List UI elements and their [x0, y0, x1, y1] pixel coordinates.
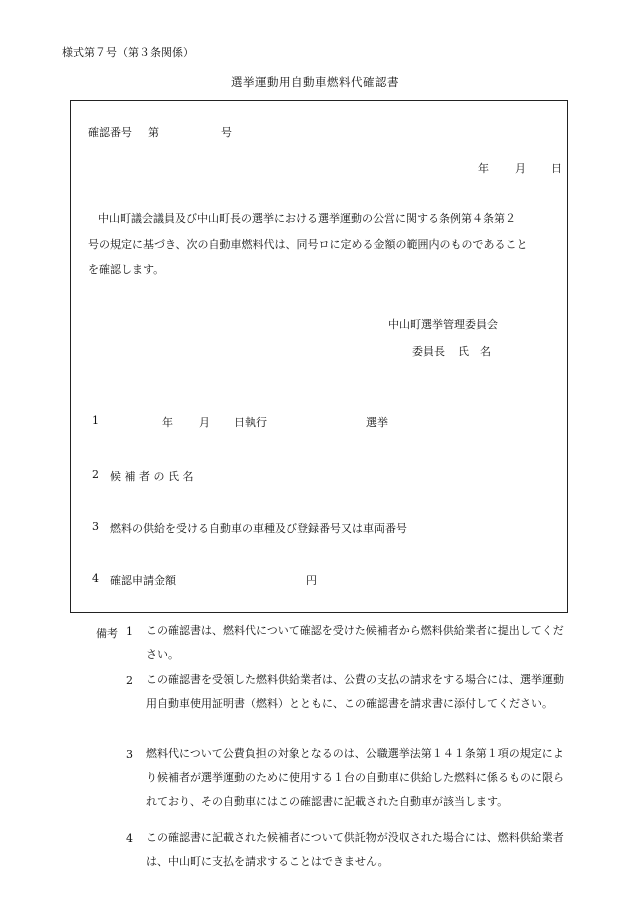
date-year: 年 — [478, 162, 489, 175]
item-1-month: 月 — [199, 416, 210, 429]
remarks-label: 備考 — [96, 627, 118, 640]
note-1-number: 1 — [126, 625, 133, 638]
item-3-number: 3 — [92, 520, 99, 533]
item-1-executed: 日執行 — [234, 416, 267, 429]
item-2-number: 2 — [92, 468, 99, 481]
note-4-text: この確認書に記載された候補者について供託物が没収された場合には、燃料供給業者は、中山町に支払を請求することはできません。 — [146, 831, 564, 868]
item-1-election: 選挙 — [366, 416, 388, 429]
date-day: 日 — [551, 162, 562, 175]
confirm-number-prefix: 第 — [148, 126, 159, 139]
item-1-year: 年 — [162, 416, 173, 429]
confirm-number-suffix: 号 — [221, 126, 232, 139]
note-2-number: 2 — [126, 674, 133, 687]
form-number: 様式第７号（第３条関係） — [62, 46, 194, 59]
confirm-number-label: 確認番号 — [88, 126, 132, 139]
item-2-label: 候 補 者 の 氏 名 — [110, 470, 194, 483]
chair-label: 委員長 — [412, 345, 445, 358]
item-4-number: 4 — [92, 572, 99, 585]
item-1-number: 1 — [92, 414, 99, 427]
paragraph-line-1: 中山町議会議員及び中山町長の選挙における選挙運動の公営に関する条例第４条第２ — [98, 212, 516, 225]
note-3-number: 3 — [126, 748, 133, 761]
paragraph-line-2: 号の規定に基づき、次の自動車燃料代は、同号ロに定める金額の範囲内のものであること — [88, 238, 528, 251]
date-month: 月 — [515, 162, 526, 175]
note-1-text: この確認書は、燃料代について確認を受けた候補者から燃料供給業者に提出してください。 — [146, 624, 564, 661]
item-4-unit: 円 — [306, 574, 317, 587]
confirmation-box — [70, 100, 568, 613]
note-3-text: 燃料代について公費負担の対象となるのは、公職選挙法第１４１条第１項の規定により候補者が選挙運動のために使用する１台の自動車に供給した燃料に係るものに限られており、その自動車にはこの確認書に記載された自動車が該当します。 — [146, 747, 564, 808]
document-title: 選挙運動用自動車燃料代確認書 — [231, 75, 399, 89]
item-3-label: 燃料の供給を受ける自動車の車種及び登録番号又は車両番号 — [110, 522, 407, 535]
name-label: 氏 名 — [458, 345, 491, 358]
note-4-number: 4 — [126, 832, 133, 845]
item-4-label: 確認申請金額 — [110, 574, 176, 587]
note-2-text: この確認書を受領した燃料供給業者は、公費の支払の請求をする場合には、選挙運動用自動車使用証明書（燃料）とともに、この確認書を請求書に添付してください。 — [146, 673, 564, 710]
paragraph-line-3: を確認します。 — [88, 263, 165, 276]
committee-name: 中山町選挙管理委員会 — [388, 318, 498, 331]
